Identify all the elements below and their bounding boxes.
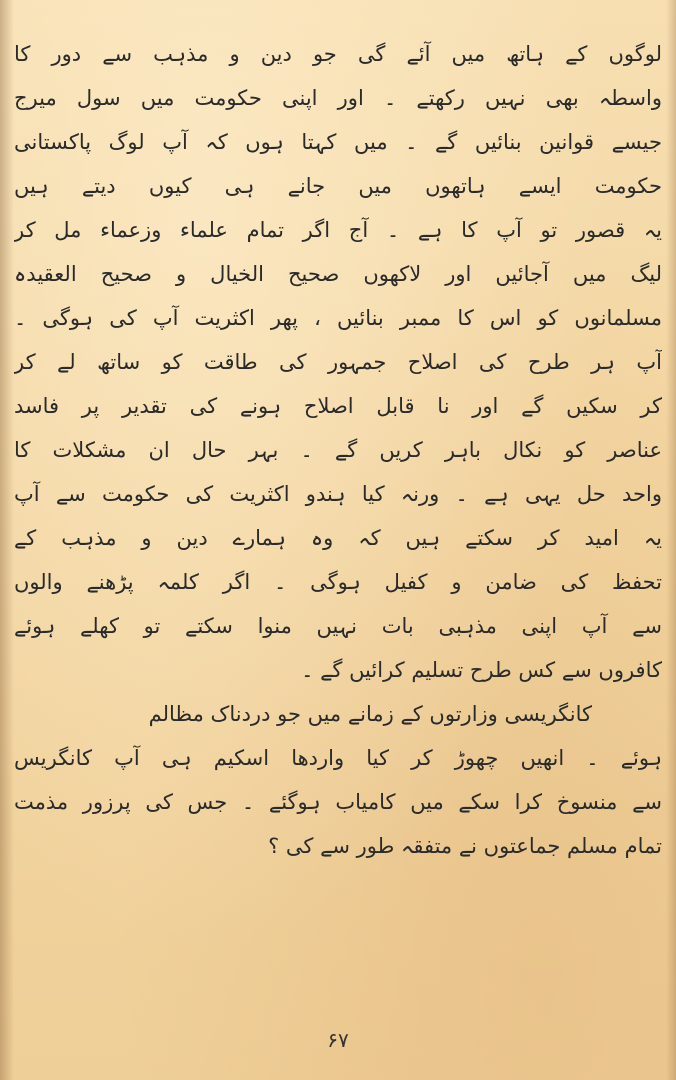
text-line: کر سکیں گے اور نا قابل اصلاح ہونے کی تقدیر پر فاسد (14, 394, 662, 418)
text-line: حکومت ایسے ہاتھوں میں جانے ہی کیوں دیتے ہیں (14, 174, 662, 198)
text-line: واحد حل یہی ہے ۔ ورنہ کیا ہندو اکثریت کی حکومت سے آپ (14, 482, 662, 506)
text-line: لیگ میں آجائیں اور لاکھوں صحیح الخیال و صحیح العقیدہ (14, 262, 662, 286)
text-line: تحفظ کی ضامن و کفیل ہوگی ۔ اگر کلمہ پڑھنے والوں (14, 570, 662, 594)
text-line: یہ امید کر سکتے ہیں کہ وہ ہمارے دین و مذہب کے (14, 526, 662, 550)
text-line: مسلمانوں کو اس کا ممبر بنائیں ، پھر اکثریت آپ کی ہوگی ۔ (14, 306, 662, 330)
page-number: ۶۷ (327, 1028, 349, 1052)
text-line: کافروں سے کس طرح تسلیم کرائیں گے ۔ (301, 658, 662, 682)
text-line: یہ قصور تو آپ کا ہے ۔ آج اگر تمام علماء وزعماء مل کر (14, 218, 662, 242)
text-line: واسطہ بھی نہیں رکھتے ۔ اور اپنی حکومت میں سول میرج (14, 86, 662, 110)
text-line: جیسے قوانین بنائیں گے ۔ میں کہتا ہوں کہ آپ لوگ پاکستانی (14, 130, 662, 154)
text-line: سے منسوخ کرا سکے میں کامیاب ہوگئے ۔ جس کی پرزور مذمت (14, 790, 662, 814)
text-line: ہوئے ۔ انھیں چھوڑ کر کیا واردھا اسکیم ہی آپ کانگریس (14, 746, 662, 770)
text-line: تمام مسلم جماعتوں نے متفقہ طور سے کی ؟ (268, 834, 662, 858)
text-line: سے آپ اپنی مذہبی بات نہیں منوا سکتے تو کھلے ہوئے (14, 614, 662, 638)
text-line: آپ ہر طرح کی اصلاح جمہور کی طاقت کو ساتھ لے کر (14, 350, 662, 374)
text-line: عناصر کو نکال باہر کریں گے ۔ بہر حال ان مشکلات کا (14, 438, 662, 462)
text-line: لوگوں کے ہاتھ میں آئے گی جو دین و مذہب سے دور کا (14, 42, 662, 66)
paragraph-start-line: کانگریسی وزارتوں کے زمانے میں جو دردناک مظالم (148, 702, 592, 726)
urdu-text-block (14, 32, 662, 868)
